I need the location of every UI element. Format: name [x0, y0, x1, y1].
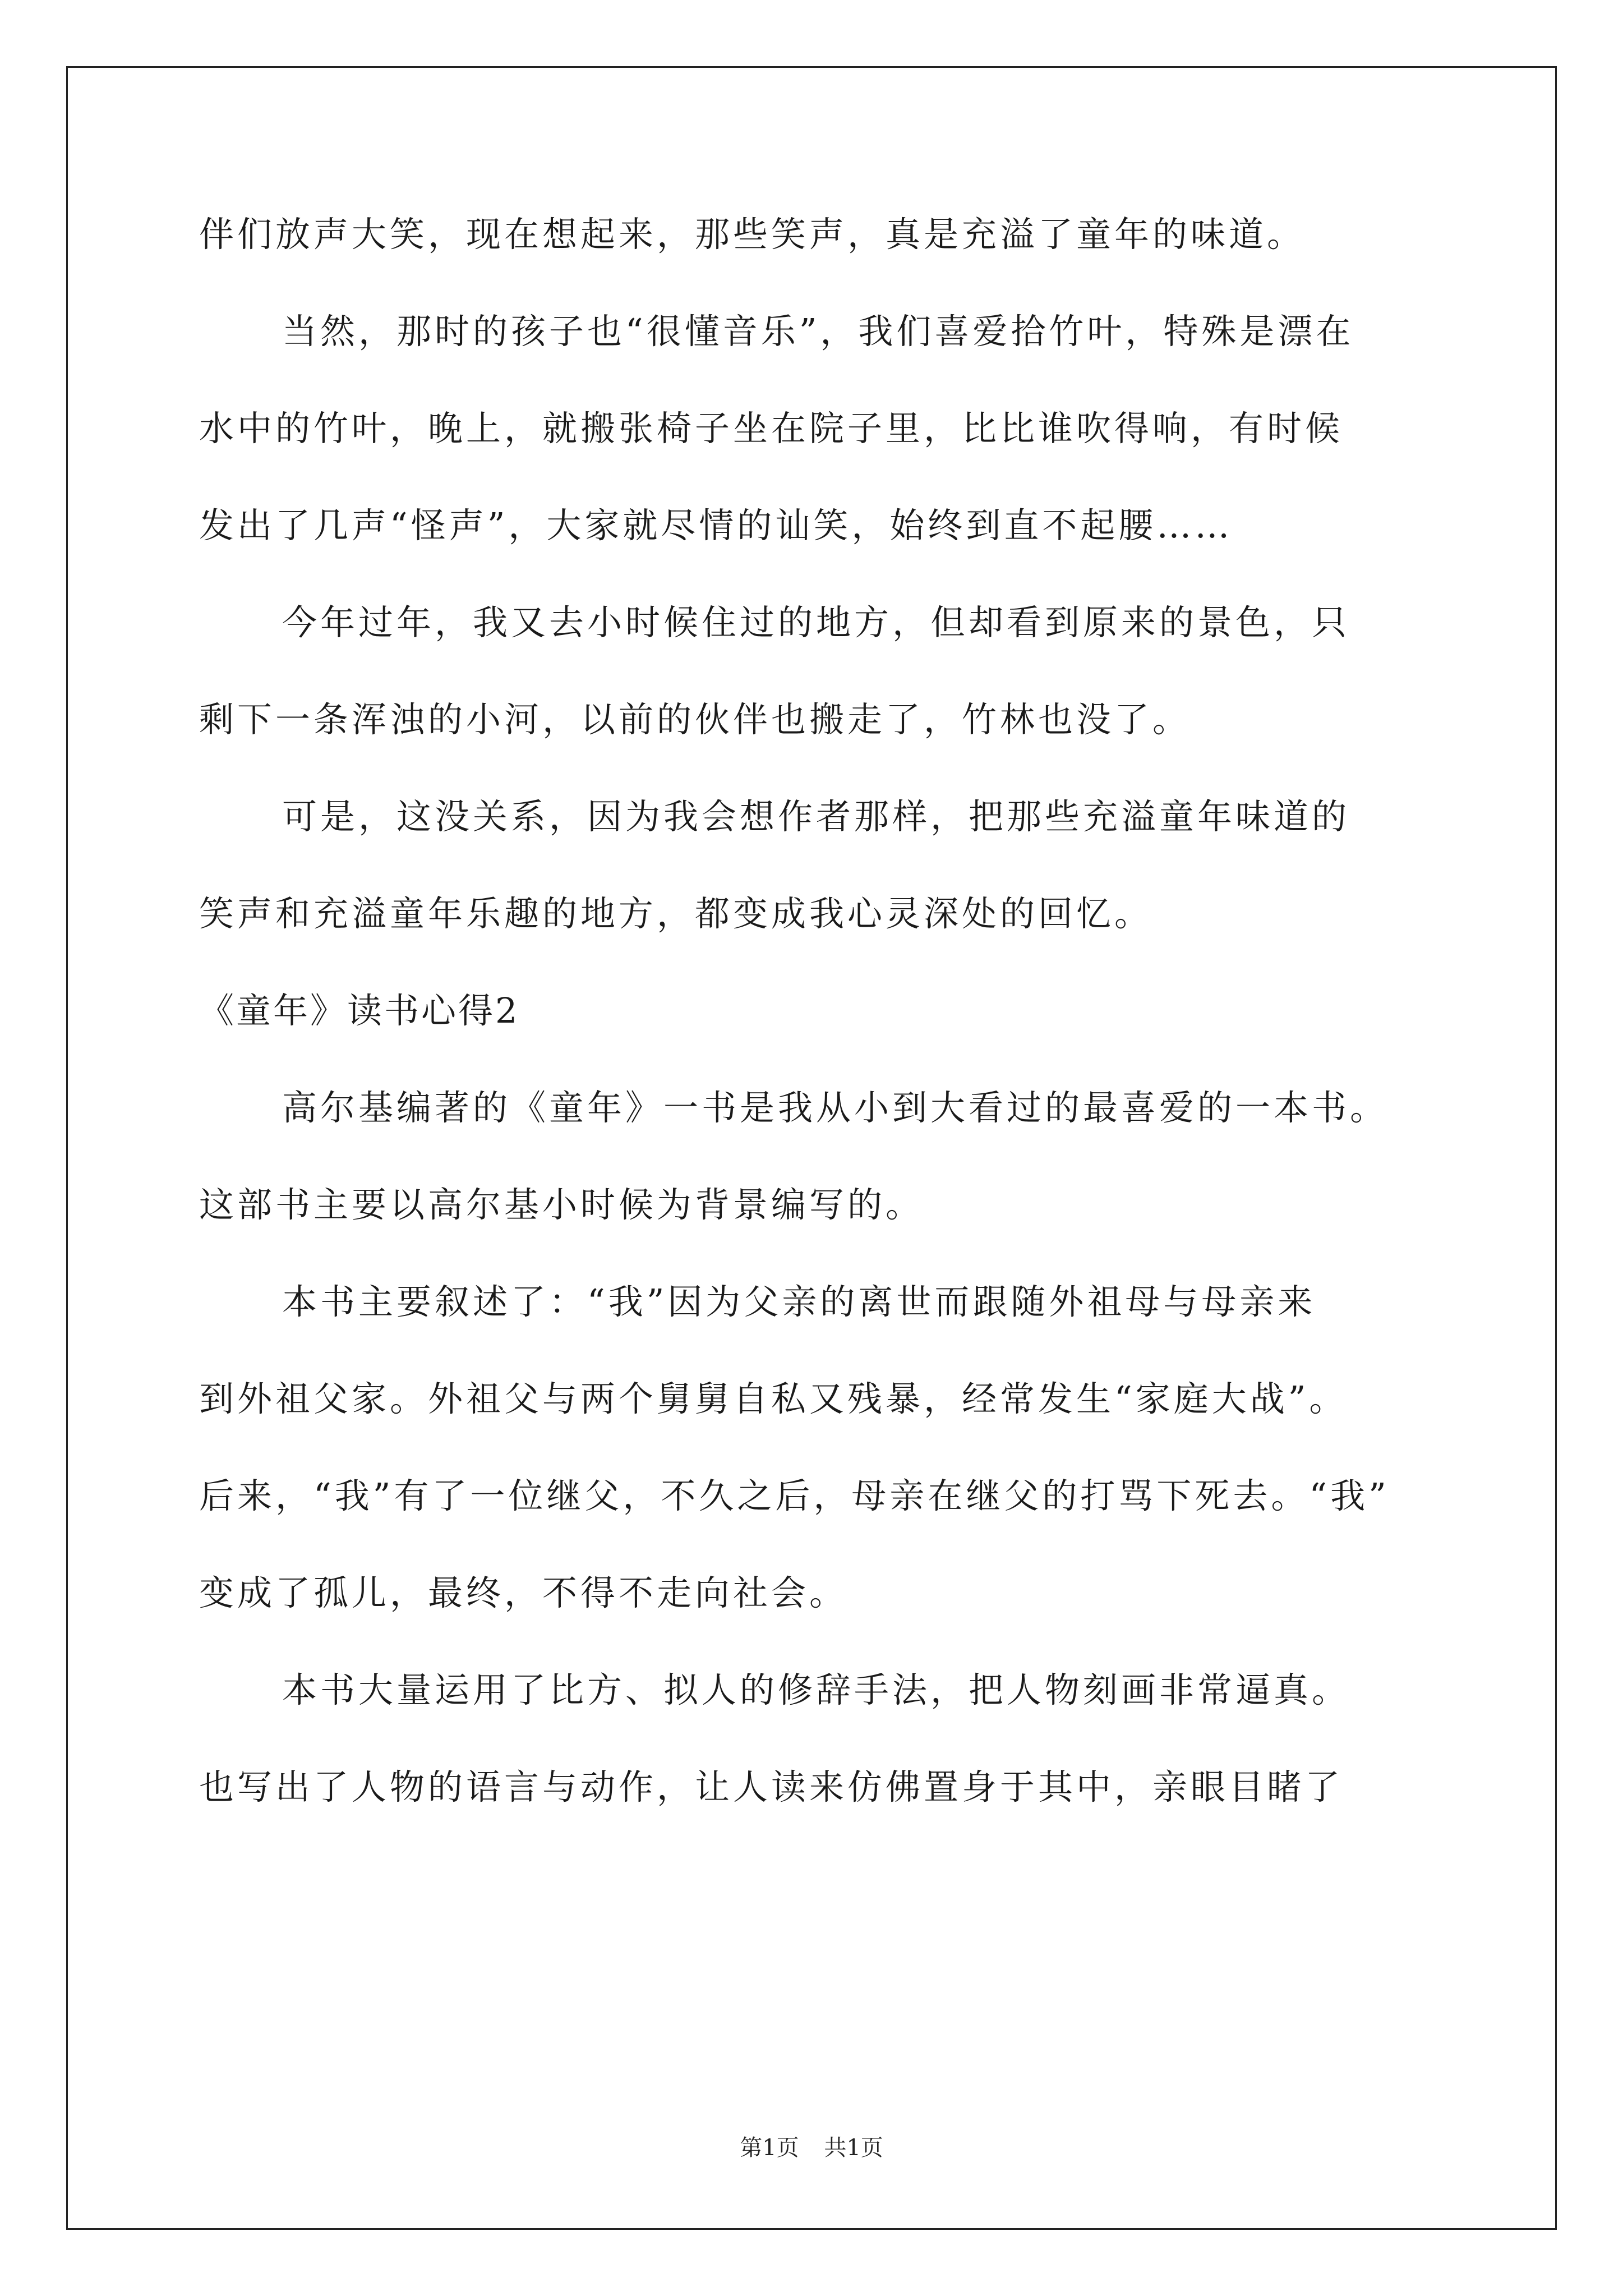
text-line: 本书大量运用了比方、拟人的修辞手法，把人物刻画非常逼真。	[282, 1669, 1350, 1710]
text-line: 后来，“我”有了一位继父，不久之后，母亲在继父的打骂下死去。“我”	[199, 1475, 1390, 1516]
text-line: 这部书主要以高尔基小时候为背景编写的。	[199, 1184, 924, 1225]
text-line: 可是，这没关系，因为我会想作者那样，把那些充溢童年味道的	[282, 796, 1350, 837]
text-line: 今年过年，我又去小时候住过的地方，但却看到原来的景色，只	[282, 602, 1350, 643]
document-body	[199, 213, 1433, 1863]
text-line: 也写出了人物的语言与动作，让人读来仿佛置身于其中，亲眼目睹了	[199, 1766, 1344, 1807]
text-line: 本书主要叙述了：“我”因为父亲的离世而跟随外祖母与母亲来	[282, 1281, 1316, 1322]
page-number-total: 共1页	[824, 2135, 883, 2161]
text-line: 高尔基编著的《童年》一书是我从小到大看过的最喜爱的一本书。	[282, 1087, 1389, 1128]
text-line: 发出了几声“怪声”，大家就尽情的讪笑，始终到直不起腰……	[199, 505, 1233, 546]
text-line: 到外祖父家。外祖父与两个舅舅自私又残暴，经常发生“家庭大战”。	[199, 1378, 1348, 1419]
page-number-current: 第1页	[740, 2135, 799, 2161]
text-line: 笑声和充溢童年乐趣的地方，都变成我心灵深处的回忆。	[199, 893, 1153, 934]
page-footer	[0, 2134, 1623, 2161]
text-line: 变成了孤儿，最终，不得不走向社会。	[199, 1572, 848, 1613]
text-line: 水中的竹叶，晚上，就搬张椅子坐在院子里，比比谁吹得响，有时候	[199, 408, 1344, 449]
text-line: 当然，那时的孩子也“很懂音乐”，我们喜爱拾竹叶，特殊是漂在	[282, 311, 1354, 352]
text-line: 伴们放声大笑，现在想起来，那些笑声，真是充溢了童年的味道。	[199, 214, 1306, 255]
section-heading: 《童年》读书心得2	[199, 990, 520, 1031]
text-line: 剩下一条浑浊的小河，以前的伙伴也搬走了，竹林也没了。	[199, 699, 1191, 740]
